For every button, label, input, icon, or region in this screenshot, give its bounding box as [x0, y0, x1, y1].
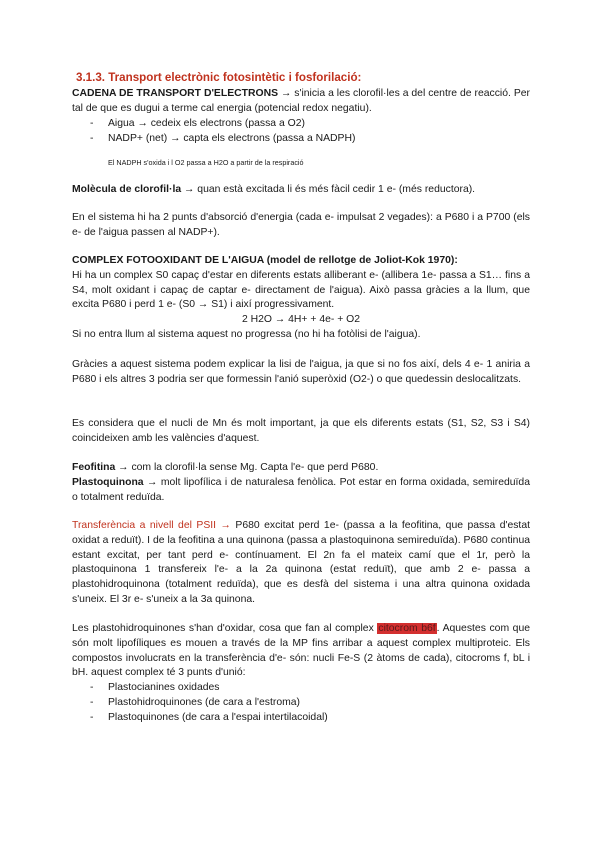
- list-item: [72, 696, 530, 711]
- molecula-text: → quan està excitada li és més fàcil cedir 1 e- (més reductora).: [181, 184, 476, 195]
- bullet-dash: -: [90, 711, 94, 723]
- transfer-text: P680 excitat perd 1e- (passa a la feofitina, que passa d'estat oxidat a reduït). I de la feofitina a una quinona (passa a plastoquinona semireduïda). P680 continua estant excitat, per tant perd e- contínuament. El 2n fa el mateix camí que el 1r, però la plastoquinona 1 transfereix l'e- a la 2a quinona (estat reduït), que amb 2 e- passa a plastohidroquinona (totalment reduïda), que es desfà del sistema i una altra quinona oxidada s'uneix. El 3r e- s'uneix a la 3a quinona.: [72, 520, 530, 605]
- list-item-text: NADP+ (net) → capta els electrons (passa a NADPH): [108, 132, 356, 144]
- complex-paragraph: [72, 254, 530, 343]
- feofitina-text: → com la clorofil·la sense Mg. Capta l'e- que perd P680.: [115, 462, 379, 473]
- plasto-paragraph: [72, 476, 530, 506]
- cadena-text: → s'inicia a les clorofil·les a del centre de reacció. Per tal de que es dugui a terme cal energia (potencial redox negatiu).: [72, 88, 530, 114]
- complex-equation: 2 H2O → 4H+ + 4e- + O2: [241, 314, 361, 326]
- list-item: [72, 132, 530, 147]
- list-item: [72, 681, 530, 696]
- highlight-citocrom: citocrom b6f: [378, 623, 436, 634]
- cadena-paragraph: [72, 87, 530, 117]
- feofitina-bold: Feofitina: [72, 462, 116, 473]
- gracies-paragraph: Gràcies a aquest sistema podem explicar la lisi de l'aigua, ja que si no fos així, dels 4 e- 1 aniria a P680 i els altres 3 podria ser que formessin l'anió superòxid (O2-) o que quedessin deslocalitzats.: [72, 359, 530, 385]
- bullet-dash: -: [90, 132, 94, 144]
- complex-text: Hi ha un complex S0 capaç d'estar en diferents estats alliberant e- (allibera 1e- passa a S1… fins a S4, molt oxidant i capaç de captar e- directament de l'aigua). Això passa gràcies a la llum, que excita P680 i perd 1 e- (S0 → S1) i així progressivament.: [72, 269, 530, 311]
- plasto-text: → molt lipofílica i de naturalesa fenòlica. Pot estar en forma oxidada, semireduïda o totalment reduïda.: [72, 477, 530, 503]
- list-item-text: Plastocianines oxidades: [108, 682, 220, 693]
- list-item-text: Plastohidroquinones (de cara a l'estroma): [108, 696, 301, 708]
- molecula-bold: Molècula de clorofil·la: [72, 184, 182, 195]
- list-item-text: Plastoquinones (de cara a l'espai intertilacoidal): [108, 711, 328, 723]
- mn-paragraph: Es considera que el nucli de Mn és molt important, ja que els diferents estats (S1, S2, S3 i S4) coincideixen amb les valències d'aquest.: [72, 418, 530, 444]
- cadena-list: [72, 117, 530, 147]
- bullet-dash: -: [90, 118, 94, 129]
- complex-title: COMPLEX FOTOOXIDANT DE L'AIGUA (model de rellotge de Joliot-Kok 1970):: [72, 255, 458, 266]
- cadena-note: El NADPH s'oxida i l O2 passa a H2O a partir de la respiració: [108, 158, 304, 167]
- feofitina-paragraph: [72, 461, 530, 476]
- transfer-paragraph: [72, 519, 530, 608]
- list-item: [72, 117, 530, 132]
- plasto-bold: Plastoquinona: [72, 477, 144, 488]
- cadena-title: CADENA DE TRANSPORT D'ELECTRONS: [72, 88, 279, 99]
- molecula-paragraph: [72, 183, 530, 198]
- bullet-dash: -: [90, 682, 94, 693]
- transfer-red: Transferència a nivell del PSII →: [72, 520, 231, 531]
- sistema-paragraph: En el sistema hi ha 2 punts d'absorció d'energia (cada e- impulsat 2 vegades): a P680 i a P700 (els e- de l'aigua passen al NADP+).: [72, 212, 530, 238]
- plastohidro-list: [72, 681, 530, 725]
- bullet-dash: -: [90, 696, 94, 708]
- plastohidro-post: . Aquestes com que són molt lipofíliques es mouen a través de la MP fins arribar a aquest complex multiproteic. Els compostos involucrats en la transferència d'e- són: nucli Fe-S (2 àtoms de cada), citocroms f, bL i bH. aquest complex té 3 punts d'unió:: [72, 623, 531, 679]
- complex-after: Si no entra llum al sistema aquest no progressa (no hi ha fotòlisi de l'aigua).: [72, 328, 421, 340]
- plastohidro-pre: Les plastohidroquinones s'han d'oxidar, cosa que fan al complex: [72, 623, 378, 634]
- plastohidro-paragraph: [72, 622, 530, 681]
- list-item-text: Aigua → cedeix els electrons (passa a O2): [108, 118, 305, 129]
- list-item: [72, 711, 530, 726]
- section-heading: 3.1.3. Transport electrònic fotosintètic i fosforilació:: [76, 71, 362, 84]
